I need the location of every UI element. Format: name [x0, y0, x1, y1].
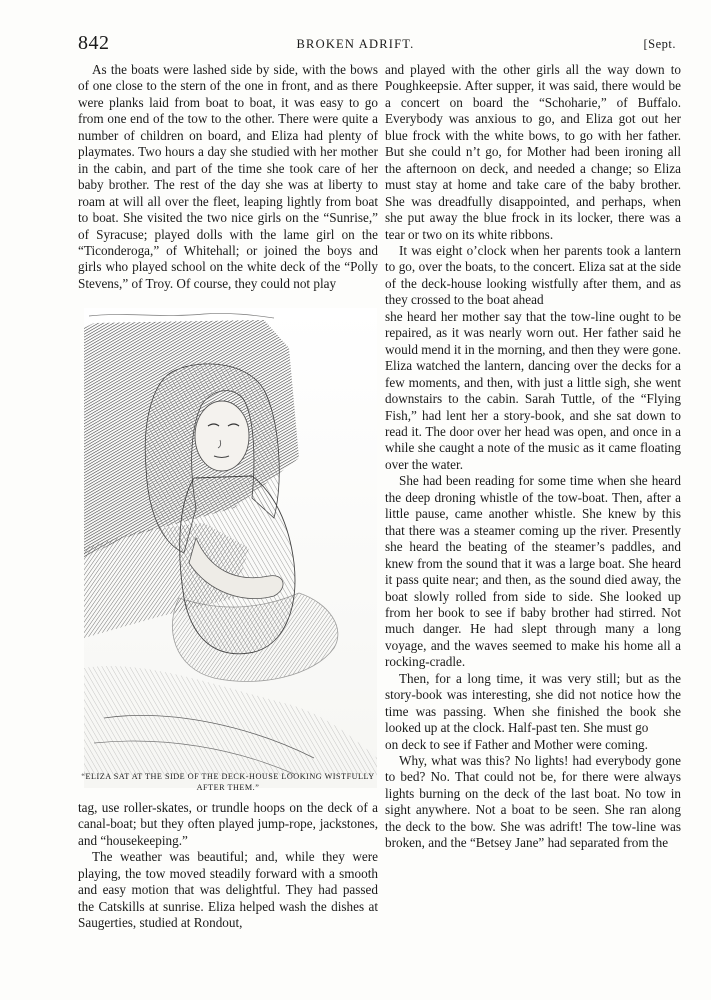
- paragraph: on deck to see if Father and Mother were coming.: [385, 736, 648, 752]
- paragraph-continuation: and played with the other girls all the way down to Poughkeepsie. After supper, it was said, there would be a concert on board the “Schoharie,” of Buffalo. Everybody was anxious to go, and Eliza got out her blue frock with the white bows, to go with her father. But she could n’t go, for Mother had been ironing all the afternoon on deck, and needed a change; so Eliza must stay at home and take care of the baby brother. She was dreadfully disappointed, and perhaps, when she put away the blue frock in its locker, there was a tear or two on its white ribbons.: [385, 62, 681, 242]
- running-title: BROKEN ADRIFT.: [296, 37, 415, 51]
- paragraph-indented: She had been reading for some time when she heard the deep droning whistle of the tow-boat. Then, after a little pause, came another whistle. She knew by this that there was a steamer coming up the river. Presently she heard the beating of the steamer’s paddles, and knew from the sound that it was a large boat. She heard it pass quite near; and then, as the sound died away, the boat slowly rolled from side to side. She looked up from her book to see if baby brother had stirred. Not much danger. He had slept through many a long voyage, and the waves seemed to make his home all a rocking-cradle.: [385, 473, 681, 670]
- page-number: 842: [78, 32, 110, 54]
- left-column-top: [78, 62, 378, 292]
- paragraph: Why, what was this? No lights! had everybody gone to bed? No. That could not be, for there were always lights burning on the deck of the last boat. No tow in sight anywhere. Not a boat to be seen. She ran along the deck to the bow. She was adrift! The tow-line was broken, and the “Betsey Jane” had separated from the: [385, 753, 681, 851]
- engraving-illustration: [84, 308, 377, 788]
- paragraph: As the boats were lashed side by side, with the bows of one close to the stern of the one in front, and as there were planks laid from boat to boat, it was easy to go from one end of the tow to the other. There were quite a number of children on board, and Eliza had plenty of playmates. Two hours a day she studied with her mother in the cabin, and part of the time she took care of her baby brother. The rest of the day she was at liberty to roam at will all over the fleet, leaping lightly from boat to boat. She visited the two nice girls on the “Sunrise,” of Syracuse; played dolls with the lame girl on the “Ticonderoga,” of Whitehall; or joined the boys and girls who played school on the white deck of the “Polly Stevens,” of Troy. Of course, they could not play: [78, 62, 378, 291]
- illustration-caption: “ELIZA SAT AT THE SIDE OF THE DECK-HOUSE LOOKING WISTFULLY AFTER THEM.”: [81, 772, 375, 792]
- paragraph-indented: Then, for a long time, it was very still; but as the story-book was interesting, she did not notice how the time was passing. When she finished the book she looked up at the clock. Half-past ten. She must go: [385, 670, 681, 736]
- left-column-bottom: [78, 800, 378, 932]
- running-header: [0, 32, 711, 56]
- paragraph: The weather was beautiful; and, while they were playing, the tow moved steadily forward with a smooth and easy motion that was delightful. They had passed the Catskills at sunrise. Eliza helped wash the dishes at Saugerties, studied at Rondout,: [78, 849, 378, 931]
- running-month: [Sept.: [643, 37, 676, 51]
- right-column: [385, 62, 681, 852]
- paragraph: It was eight o’clock when her parents took a lantern to go, over the boats, to the concert. Eliza sat at the side of the deck-house looking wistfully after them, and as they crossed to the boat ahead: [385, 242, 681, 308]
- paragraph-continuation: tag, use roller-skates, or trundle hoops on the deck of a canal-boat; but they often played jump-rope, jackstones, and “housekeeping.”: [78, 800, 378, 848]
- girl-engraving-image: [84, 308, 377, 776]
- paragraph-indented: she heard her mother say that the tow-line ought to be repaired, as it was nearly worn out. Her father said he would mend it in the morning, and then they were gone. Eliza watched the lantern, dancing over the decks for a few moments, and then, with just a little sigh, she went downstairs to the cabin. Sarah Tuttle, of the “Flying Fish,” had lent her a story-book, and she sat down to read it. The door over her head was open, and once in a while she caught a note of the music as it came floating over the water.: [385, 308, 681, 472]
